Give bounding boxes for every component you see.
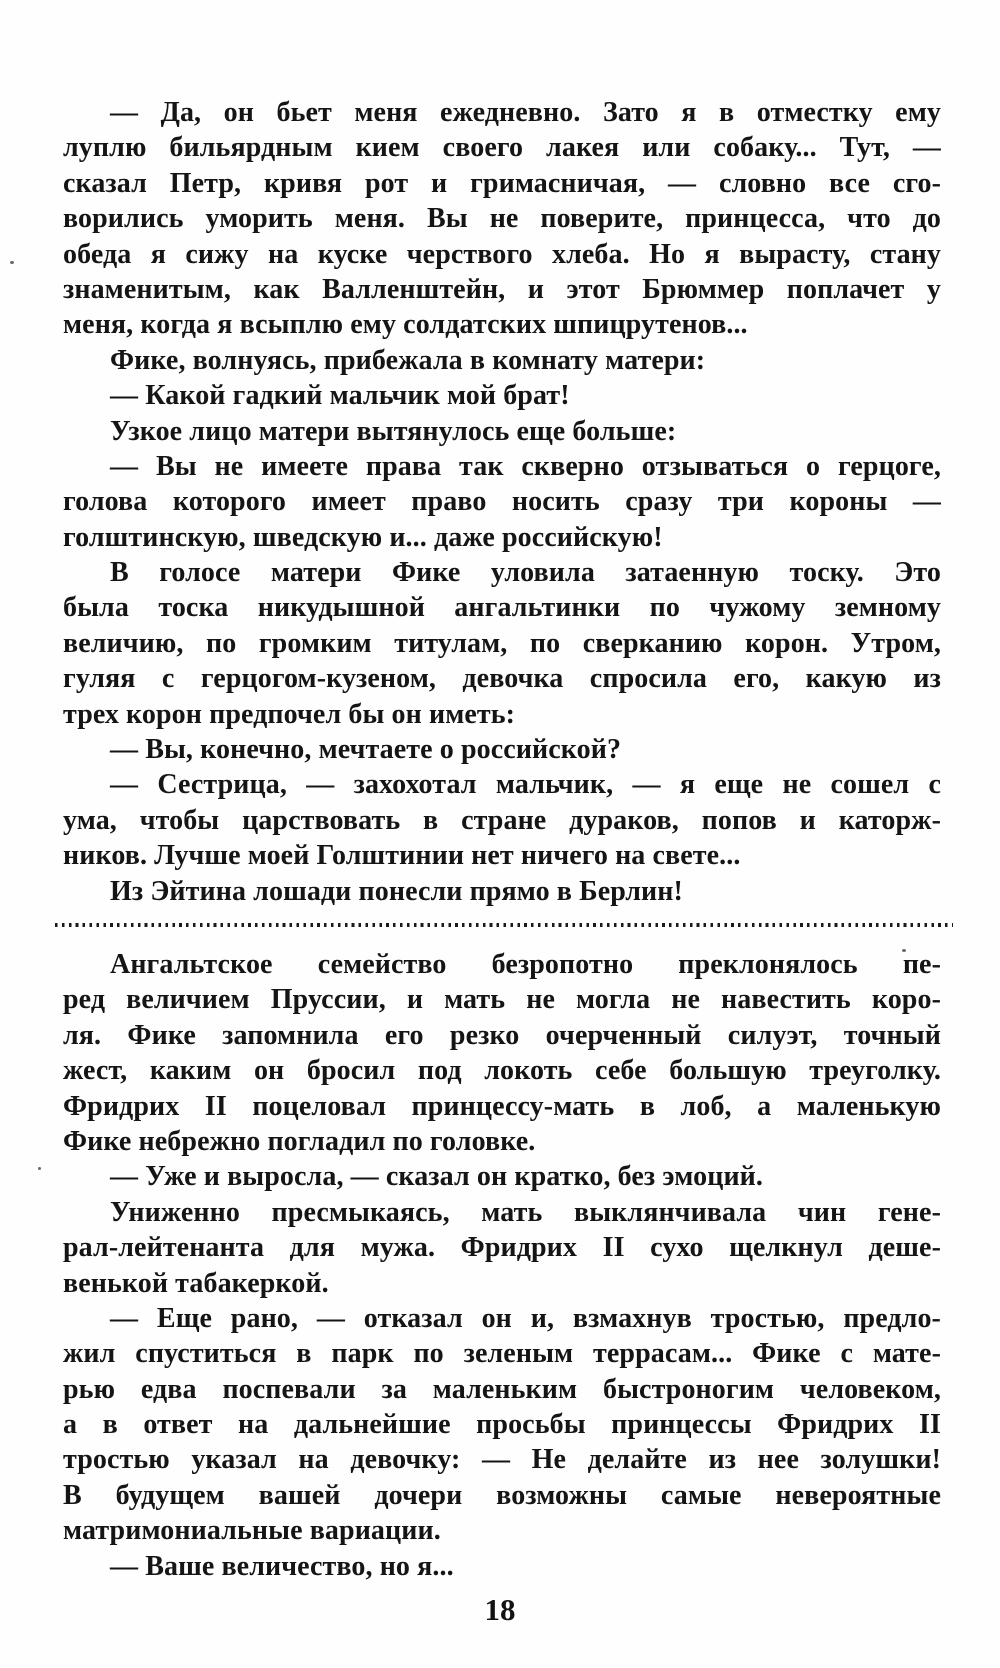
text-line: луплю бильярдным кием своего лакея или собаку... Тут, —	[63, 132, 941, 164]
text-line: — Уже и выросла, — сказал он кратко, без эмоций.	[110, 1161, 764, 1193]
text-line: — Какой гадкий мальчик мой брат!	[110, 380, 570, 412]
scan-speck	[10, 261, 14, 264]
text-line: величию, по громким титулам, по сверканию корон. Утром,	[63, 627, 941, 659]
page-number: 18	[484, 1592, 516, 1627]
text-line: ников. Лучше моей Голштинии нет ничего на свете...	[63, 840, 741, 872]
text-line: — Да, он бьет меня ежедневно. Зато я в отместку ему	[110, 97, 941, 128]
text-line: Ангальтское семейство безропотно преклонялось пе-	[110, 948, 941, 980]
text-line: знаменитым, как Валленштейн, и этот Брюммер поплачет у	[63, 273, 941, 305]
text-line: меня, когда я всыплю ему солдатских шпицрутенов...	[63, 309, 748, 341]
page-text	[63, 95, 941, 1584]
text-line: голштинскую, шведскую и... даже российскую!	[63, 521, 663, 553]
text-line: ума, чтобы царствовать в стране дураков, попов и каторж-	[63, 804, 941, 836]
text-line: гуляя с герцогом-кузеном, девочка спросила его, какую из	[63, 663, 941, 695]
text-line: жест, каким он бросил под локоть себе большую треуголку.	[63, 1055, 941, 1087]
text-line: — Сестрица, — захохотал мальчик, — я еще не сошел с	[110, 769, 941, 801]
text-line: В будущем вашей дочери возможны самые невероятные	[63, 1479, 941, 1511]
text-line: — Еще рано, — отказал он и, взмахнув тростью, предло-	[110, 1302, 941, 1334]
text-line: венькой табакеркой.	[63, 1267, 329, 1299]
text-line: Униженно пресмыкаясь, мать выклянчивала чин гене-	[110, 1196, 941, 1228]
text-line: а в ответ на дальнейшие просьбы принцессы Фридрих II	[63, 1409, 941, 1441]
text-line: трех корон предпочел бы он иметь:	[63, 698, 516, 730]
scan-speck	[38, 1167, 41, 1170]
text-line: Из Эйтина лошади понесли прямо в Берлин!	[110, 875, 683, 907]
text-line: — Вы не имеете права так скверно отзываться о герцоге,	[110, 450, 941, 482]
text-line: ред величием Пруссии, и мать не могла не навестить коро-	[63, 984, 941, 1016]
dotted-separator	[55, 923, 953, 927]
text-line: рью едва поспевали за маленьким быстроногим человеком,	[63, 1373, 941, 1405]
text-line: Фике небрежно погладил по головке.	[63, 1125, 536, 1157]
text-line: обеда я сижу на куске черствого хлеба. Но я вырасту, стану	[63, 238, 941, 270]
text-line: была тоска никудышной ангальтинки по чужому земному	[63, 592, 941, 624]
text-line: В голосе матери Фике уловила затаенную тоску. Это	[110, 557, 941, 589]
text-line: матримониальные вариации.	[63, 1515, 441, 1547]
text-line: — Ваше величество, но я...	[110, 1550, 454, 1582]
text-section-1	[63, 95, 941, 909]
text-line: жил спуститься в парк по зеленым террасам... Фике с мате-	[63, 1338, 941, 1370]
text-line: Фике, волнуясь, прибежала в комнату матери:	[110, 344, 706, 376]
text-line: рал-лейтенанта для мужа. Фридрих II сухо щелкнул деше-	[63, 1232, 941, 1264]
text-line: тростью указал на девочку: — Не делайте из нее золушки!	[63, 1444, 941, 1476]
text-line: сказал Петр, кривя рот и гримасничая, — словно все сго-	[63, 167, 941, 199]
text-line: Узкое лицо матери вытянулось еще больше:	[110, 415, 677, 447]
text-line: ля. Фике запомнила его резко очерченный силуэт, точный	[63, 1019, 941, 1051]
text-section-2	[63, 947, 941, 1584]
text-line: Фридрих II поцеловал принцессу-мать в лоб, а маленькую	[63, 1090, 941, 1122]
text-line: ворились уморить меня. Вы не поверите, принцесса, что до	[63, 203, 941, 235]
text-line: — Вы, конечно, мечтаете о российской?	[110, 734, 622, 766]
text-line: голова которого имеет право носить сразу три короны —	[63, 486, 941, 518]
